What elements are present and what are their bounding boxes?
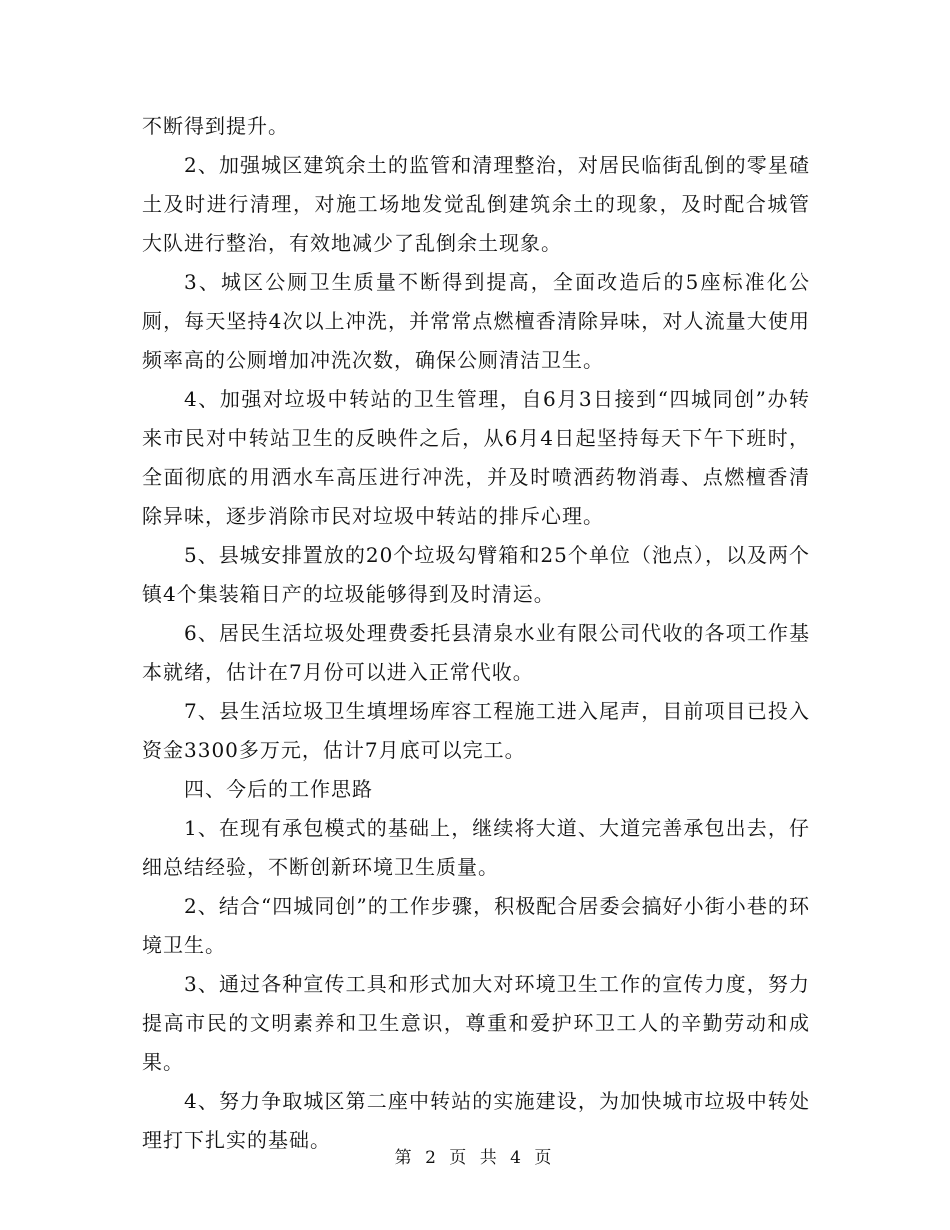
page-number-footer: 第 2 页 共 4 页 xyxy=(394,1148,556,1168)
paragraph-plan-2-alleys: 2、结合“四城同创”的工作步骤，积极配合居委会搞好小街小巷的环境卫生。 xyxy=(142,894,810,957)
paragraph-item-7-landfill: 7、县生活垃圾卫生填埋场库容工程施工进入尾声，目前项目已投入资金3300多万元，估计7月底可以完工。 xyxy=(142,699,810,762)
paragraph-item-6-garbage-fees: 6、居民生活垃圾处理费委托县清泉水业有限公司代收的各项工作基本就绪，估计在7月份可以进入正常代收。 xyxy=(142,621,810,684)
section-heading-future-work: 四、今后的工作思路 xyxy=(184,777,373,801)
paragraph-plan-3-publicity: 3、通过各种宣传工具和形式加大对环境卫生工作的宣传力度，努力提高市民的文明素养和卫生意识，尊重和爱护环卫工人的辛勤劳动和成果。 xyxy=(142,972,810,1074)
paragraph-item-3-public-toilets: 3、城区公厕卫生质量不断得到提高，全面改造后的5座标准化公厕，每天坚持4次以上冲洗，并常常点燃檀香清除异味，对人流量大使用频率高的公厕增加冲洗次数，确保公厕清洁卫生。 xyxy=(142,270,810,372)
paragraph-plan-4-second-station: 4、努力争取城区第二座中转站的实施建设，为加快城市垃圾中转处理打下扎实的基础。 xyxy=(142,1089,810,1152)
paragraph-item-2-construction-waste: 2、加强城区建筑余土的监管和清理整治，对居民临街乱倒的零星碴土及时进行清理，对施工场地发觉乱倒建筑余土的现象，及时配合城管大队进行整治，有效地减少了乱倒余土现象。 xyxy=(142,153,810,255)
document-body xyxy=(142,107,810,1160)
paragraph-item-5-garbage-boxes: 5、县城安排置放的20个垃圾勾臂箱和25个单位（池点），以及两个镇4个集装箱日产的垃圾能够得到及时清运。 xyxy=(142,543,810,606)
paragraph-continuation: 不断得到提升。 xyxy=(142,114,289,138)
paragraph-plan-1-contracting: 1、在现有承包模式的基础上，继续将大道、大道完善承包出去，仔细总结经验，不断创新环境卫生质量。 xyxy=(142,816,810,879)
paragraph-item-4-transfer-station: 4、加强对垃圾中转站的卫生管理，自6月3日接到“四城同创”办转来市民对中转站卫生的反映件之后，从6月4日起坚持每天下午下班时，全面彻底的用洒水车高压进行冲洗，并及时喷洒药物消毒、点燃檀香清除异味，逐步消除市民对垃圾中转站的排斥心理。 xyxy=(142,387,810,528)
